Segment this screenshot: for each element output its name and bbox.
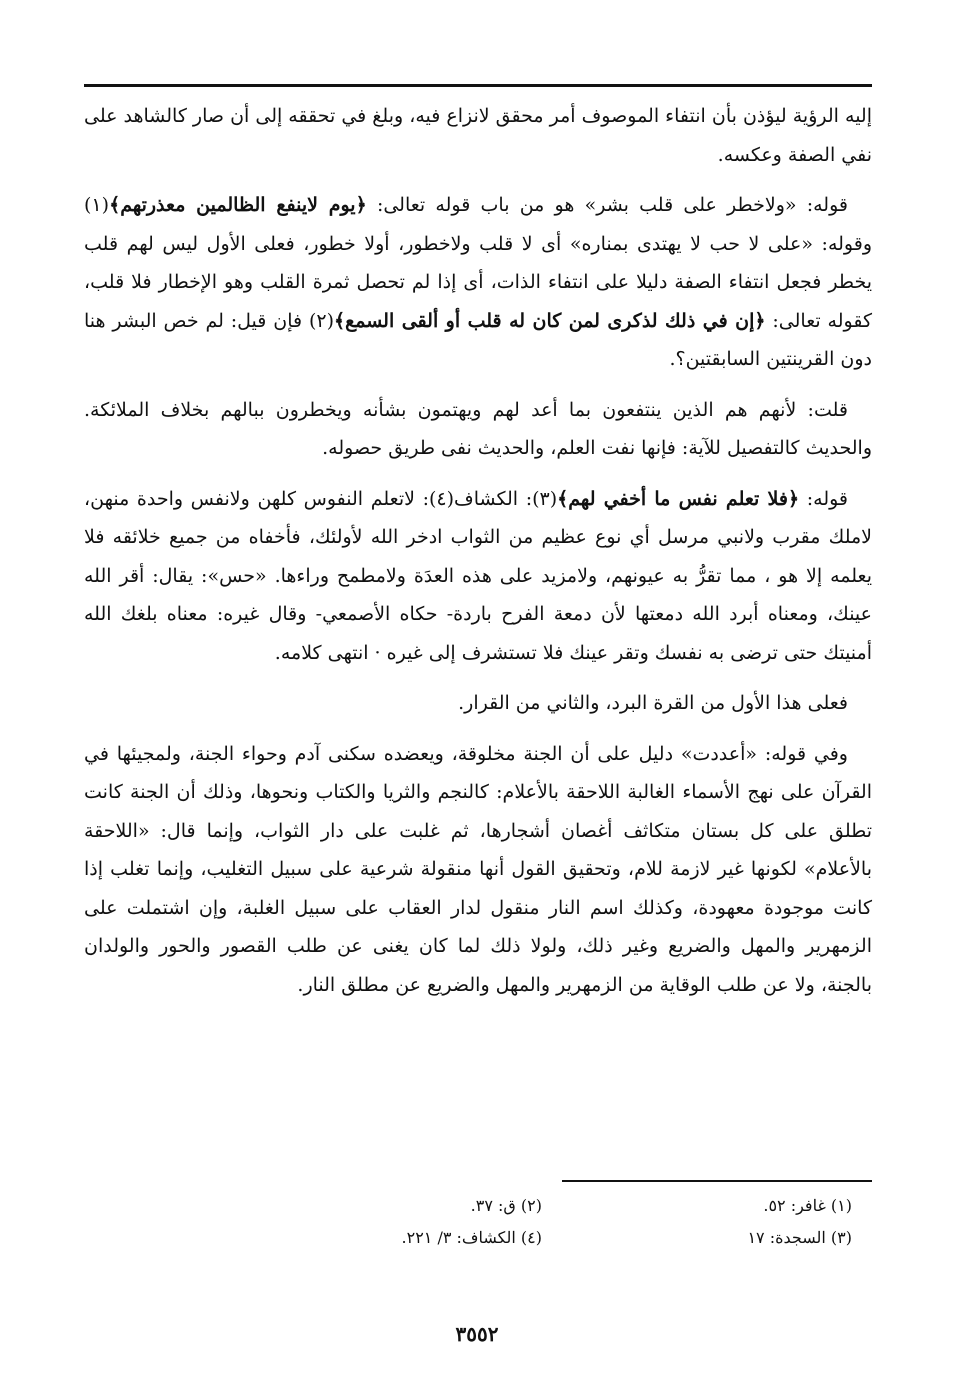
footnotes xyxy=(84,1190,872,1254)
footnote-row xyxy=(84,1222,872,1254)
quran-verse: ﴿فلا تعلم نفس ما أخفي لهم﴾ xyxy=(557,487,800,510)
text-segment: وفي قوله: «أعددت» دليل على أن الجنة مخلوقة، ويعضده سكنى آدم وحواء الجنة، ولمجيئها في القرآن على نهج الأسماء الغالبة اللاحقة بالأعلام: كالنجم والثريا والكتاب ونحوها، وذلك أن الجنة كانت تطلق على كل بستان متكاثف أغصان أشجارها، ثم غلبت على دار الثواب، وإنما قال: «اللاحقة بالأعلام» لكونها غير لازمة للام، وتحقيق القول أنها منقولة شرعية على سبيل التغليب، وإنما تغلب إذا كانت موجودة معهودة، وكذلك اسم النار منقول لدار العقاب على سبيل الغلبة، وإن اشتملت على الزمهرير والمهل والضريع وغير ذلك، ولولا ذلك لما كان يغنى عن طلب القصور والحور والولدان بالجنة، ولا عن طلب الوقاية من الزمهرير والمهل والضريع عن مطلق النار. xyxy=(84,742,872,996)
text-segment: (١) وقوله: «على لا حب لا يهتدى بمناره» أى لا قلب ولاخطور، أولا خطور، فعلى الأول ليس لهم قلب يخطر فجعل انتفاء الصفة دليلا على انتفاء الذات، أى إذا لم تحصل ثمرة القلب وهو الإخطار فلا قلب، كقوله تعالى: xyxy=(84,194,872,332)
paragraph xyxy=(84,735,872,1005)
footnote-3: (٣) السجدة: ١٧ xyxy=(747,1228,852,1247)
text-segment: قوله: «ولاخطر على قلب بشر» هو من باب قوله تعالى: xyxy=(366,194,848,216)
text-segment: إليه الرؤية ليؤذن بأن انتفاء الموصوف أمر محقق لانزاع فيه، وبلغ في تحققه إلى أن صار كالشاهد على نفي الصفة وعكسه. xyxy=(84,105,872,166)
quran-verse: ﴿إن في ذلك لذكرى لمن كان له قلب أو ألقى السمع﴾ xyxy=(334,309,766,332)
paragraph xyxy=(84,684,872,723)
text-segment: (٣): الكشاف(٤): لاتعلم النفوس كلهن ولانفس واحدة منهن، لاملك مقرب ولانبي مرسل أي نوع عظيم من الثواب ادخر الله لأولئك، فأخفاه من جميع خلائقه فلا يعلمه إلا هو ، مما تقرُّ به عيونهم، ولامزيد على هذه العدَة ولامطمح وراءها. «حس»: يقال: أقر الله عينك، ومعناه أبرد الله دمعتها لأن دمعة الفرح باردة- حكاه الأصمعي- وقال غيره: معناه بلغك الله أمنيتك حتى ترضى به نفسك وتقر عينك فلا تستشرف إلى غيره · انتهى كلامه. xyxy=(84,487,872,664)
paragraph xyxy=(84,391,872,468)
footnote-1: (١) غافر: ٥٢. xyxy=(763,1196,852,1215)
footnote-4: (٤) الكشاف: ٣/ ٢٢١. xyxy=(401,1228,542,1247)
page-number: ٣٥٥٢ xyxy=(455,1322,499,1346)
main-text xyxy=(84,97,872,1016)
footnote-2: (٢) ق: ٣٧. xyxy=(470,1196,542,1215)
paragraph xyxy=(84,97,872,174)
paragraph xyxy=(84,186,872,379)
text-segment: (٢) فإن قيل: لم خص البشر هنا دون القرينتين السابقتين؟. xyxy=(84,309,872,370)
footnote-row xyxy=(84,1190,872,1222)
text-segment: فعلى هذا الأول من القرة البرد، والثاني من القرار. xyxy=(458,692,848,714)
footnote-rule xyxy=(562,1180,872,1182)
quran-verse: ﴿يوم لاينفع الظالمين معذرتهم﴾ xyxy=(109,194,367,216)
header-rule xyxy=(84,84,872,87)
text-segment: قوله: xyxy=(799,487,849,510)
paragraph xyxy=(84,480,872,673)
text-segment: قلت: لأنهم هم الذين ينتفعون بما أعد لهم ويهتمون بشأنه ويخطرون ببالهم بخلاف الملائكة. والحديث كالتفصيل للآية: فإنها نفت العلم، والحديث نفى طريق حصوله. xyxy=(84,398,872,459)
